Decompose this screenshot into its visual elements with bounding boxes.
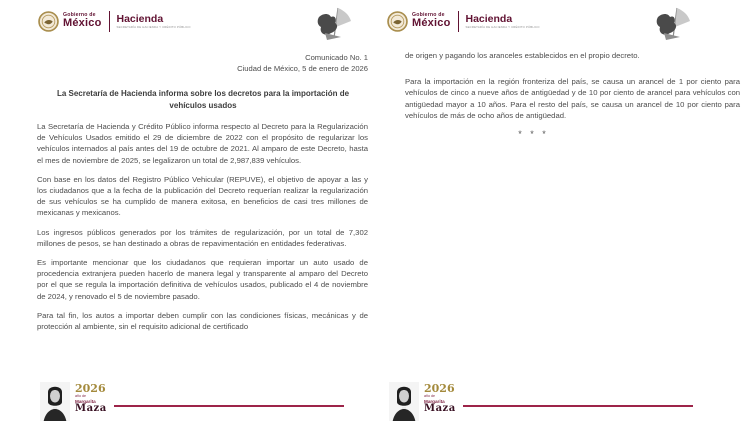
footer-honoree-last: Maza [424, 403, 456, 415]
gobierno-wordmark-bottom: México [63, 17, 102, 30]
page-header [38, 6, 373, 42]
document-title: La Secretaría de Hacienda informa sobre los decretos para la importación de vehículos usados [56, 89, 350, 110]
gobierno-wordmark-bottom: México [412, 17, 451, 30]
page-header [387, 6, 747, 42]
document-page-2 [377, 0, 747, 421]
document-page-1 [28, 0, 373, 421]
gobierno-wordmark [63, 13, 102, 29]
hacienda-name: Hacienda [465, 12, 513, 25]
paragraph: Con base en los datos del Registro Público Vehicular (REPUVE), el objetivo de apoyar a las y los ciudadanos que a la fecha de la publicación del Decreto requerían realizar la regularización de sus vehículos se ha cumplido de manera exitosa, en beneficios de casi tres millones de mexicanas y mexicanos. [37, 174, 368, 218]
paragraph: Es importante mencionar que los ciudadanos que requieran importar un auto usado de procedencia extranjera pueden hacerlo de manera legal y transparente al amparo del Decreto por el que se regula la importación definitiva de vehículos usados, publicado el 4 de noviembre de 2024, y renovado el 5 de noviembre pasado. [37, 258, 368, 301]
paragraph: Para la importación en la región fronteriza del país, se causa un arancel de 1 por ciento para vehículos de cinco a nueve años de antigüedad y de 10 por ciento de arancel para vehículos con antigüedad mayor a 10 años. Para el resto del país, se causa un arancel de 10 por ciento para vehículos de más de ocho años de antigüedad. [405, 77, 740, 120]
footer-honoree-first: Margarita [75, 398, 96, 404]
footer-rule [114, 405, 344, 407]
comunicado-meta [237, 52, 368, 74]
logo-divider [458, 11, 459, 32]
eagle-with-flag-icon [652, 6, 692, 44]
paragraph: Los ingresos públicos generados por los trámites de regularización, por un total de 7,302 millones de pesos, se han destinado a obras de repavimentación en entidades federativas. [37, 227, 368, 248]
gobierno-wordmark-top: Gobierno de [412, 11, 445, 18]
comunicado-number: Comunicado No. 1 [305, 53, 368, 62]
comunicado-dateline: Ciudad de México, 5 de enero de 2026 [237, 64, 368, 73]
hacienda-wordmark [466, 14, 540, 29]
gobierno-de-mexico-seal-icon [387, 11, 408, 32]
gobierno-de-mexico-seal-icon [38, 11, 59, 32]
end-of-document-marker: * * * [518, 129, 549, 140]
paragraph: La Secretaría de Hacienda y Crédito Público informa respecto al Decreto para la Regularización de Vehículos Usados emitido el 29 de diciembre de 2022 con el propósito de regularizar los vehículos internados al país antes del 19 de octubre de 2021. Al amparo de este Decreto, hasta el mes de noviembre de 2025, se legalizaron un total de 2,987,839 vehículos. [37, 122, 368, 165]
footer-honoree-last: Maza [75, 403, 107, 415]
footer-year: 2026 [75, 382, 106, 395]
page2-body [405, 50, 740, 140]
paragraph: de origen y pagando los aranceles establecidos en el propio decreto. [405, 51, 640, 60]
hacienda-tagline: SECRETARÍA DE HACIENDA Y CRÉDITO PÚBLICO [465, 24, 540, 29]
gobierno-hacienda-logo [387, 6, 747, 36]
paragraph: Para tal fin, los autos a importar deben cumplir con las condiciones físicas, mecánicas y de protección al ambiente, sin el requisito adicional de certificado [37, 310, 368, 332]
footer-year-prefix: año de [424, 394, 435, 398]
footer-rule [463, 405, 693, 407]
page-footer [377, 381, 747, 421]
footer-year-prefix: año de [75, 394, 86, 398]
page1-body [37, 121, 368, 340]
hacienda-name: Hacienda [116, 12, 164, 25]
eagle-with-flag-icon [313, 6, 353, 44]
gobierno-wordmark-top: Gobierno de [63, 11, 96, 18]
footer-year-block [424, 383, 456, 414]
footer-year: 2026 [424, 382, 455, 395]
hacienda-tagline: SECRETARÍA DE HACIENDA Y CRÉDITO PÚBLICO [116, 24, 191, 29]
margarita-maza-portrait-icon [40, 382, 70, 421]
footer-honoree-first: Margarita [424, 398, 445, 404]
page-footer [28, 381, 373, 421]
margarita-maza-portrait-icon [389, 382, 419, 421]
hacienda-wordmark [117, 14, 191, 29]
footer-year-block [75, 383, 107, 414]
logo-divider [109, 11, 110, 32]
gobierno-wordmark [412, 13, 451, 29]
